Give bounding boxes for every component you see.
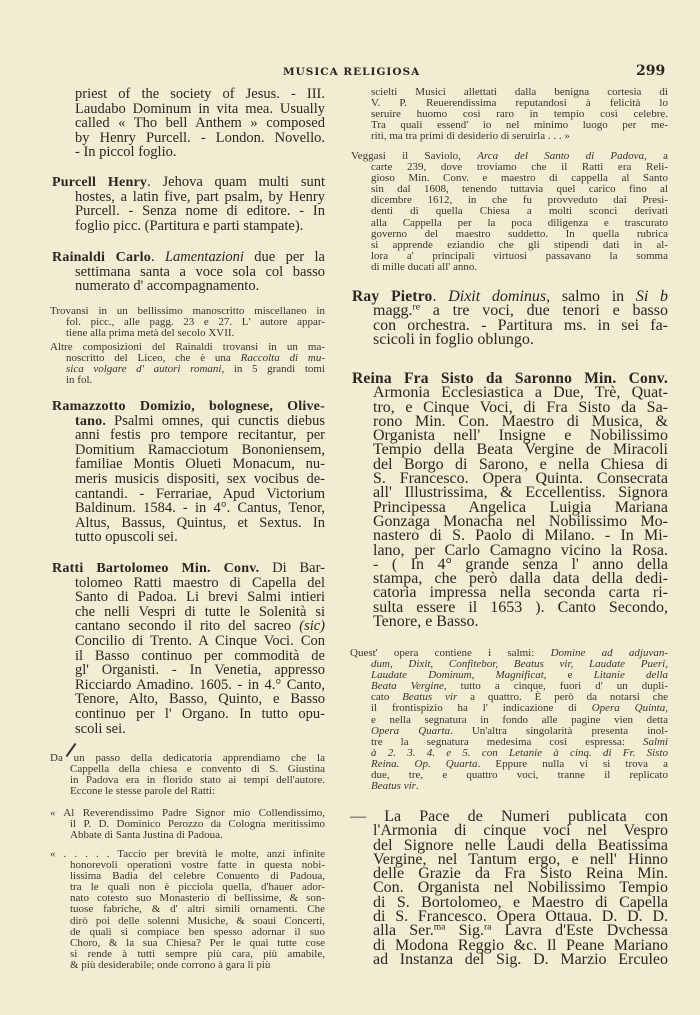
text-line: honorevoli operationi vostre fatte in questa nobi- <box>70 859 325 872</box>
entry-la-pace-de-numeri <box>350 810 668 967</box>
text-line: si rende à tutti sempre più cara, più amabile, <box>70 947 325 960</box>
text-line: foglio picc. (Partitura e parti stampate). <box>75 217 304 234</box>
italic-title: Dixit dominus, <box>448 288 551 305</box>
text-line: governo del maestro suddetto. In quella rubrica <box>371 227 668 240</box>
superscript: ma <box>433 922 446 934</box>
text-line: Eccone le stesse parole del Ratti: <box>70 785 216 798</box>
text-run: cantano secondo il rito del sacreo <box>75 618 300 635</box>
text-line <box>52 399 325 414</box>
text-line: l'Armonia di cinque voci nel Vespro <box>373 822 668 840</box>
text-run: e <box>546 669 594 682</box>
text-line: riti, ma tra primi di desiderio di seruirla . . . » <box>371 130 570 143</box>
text-run: a tre voci, due tenori e basso <box>420 302 668 320</box>
text-run: . <box>415 780 419 793</box>
text-line: il Basso continuo per commodità de <box>75 647 325 664</box>
text-run: Psalmi omnes, qui cunctis diebus <box>106 412 325 429</box>
italic-title: Laudate Dominum, Magnificat, <box>371 669 547 682</box>
text-line: Tra quali essend' io nel minimo luogo per me- <box>371 119 668 132</box>
italic-title: Arca del Santo di Padova <box>477 150 645 162</box>
italic-title: Si b <box>635 288 669 305</box>
text-line: scielti Musici allettati dalla benigna cortesia di <box>371 86 668 98</box>
text-line: gioso Min. Conv. e maestro di cappella al Santo <box>371 172 668 185</box>
text-line: sulta essere il 1653 ). Canto Secondo, <box>373 598 668 616</box>
italic-title: Domine ad adjuvan- <box>550 647 668 659</box>
text-run: . <box>432 288 449 305</box>
text-line: Vergine, nel Tantum ergo, e nell' Hinno <box>373 850 668 868</box>
entry-ramazzotto-domizio <box>52 399 325 545</box>
text-line: Baldinum. 1584. - in 4°. Cantus, Tenor, <box>75 500 325 517</box>
text-line: anni festis pro tempore recitantur, per <box>75 427 325 444</box>
text-line: Tenore, e Basso. <box>373 613 479 631</box>
text-line: tra le quali non è picciola quella, d'hauer ador- <box>70 881 325 894</box>
text-line: hostes, a latin five, part psalm, by Henry <box>75 188 325 205</box>
italic-title: Beata Vergine <box>371 680 444 693</box>
superscript: re <box>412 302 420 314</box>
text-run: il frontispizio ha l' indicazione di <box>371 702 592 715</box>
text-line: familiae Montis Olueti Monacum, nu- <box>75 456 325 473</box>
italic-title: sica volgare d' autori romani <box>66 363 222 376</box>
text-line: che nelli Vespri di tutte le Solenità si <box>75 603 325 620</box>
text-line <box>350 703 668 714</box>
text-line: Altus, Bassus, Quintus, et Sextus. In <box>75 514 325 531</box>
quote-dedication-address <box>50 808 325 841</box>
entry-rainaldi-carlo <box>52 250 325 294</box>
text-run: . Eppure nulla vi si trova a <box>477 757 668 770</box>
text-line: meris musicis dispositi, sex vocibus de- <box>75 470 325 487</box>
note-rainaldi-liceo <box>50 342 325 386</box>
italic-title: Lamentazioni <box>164 249 244 265</box>
note-reina-contents <box>350 648 668 792</box>
text-line: Cappella della chiesa e convento di S. Giustina <box>70 763 325 776</box>
entry-continuation-purcell <box>75 87 325 160</box>
text-line: di mille ducati all' anno. <box>371 260 478 273</box>
text-run: noscritto del Liceo, che è una <box>66 352 241 365</box>
text-run: , tutto a cinque, fuori d' un dupli- <box>443 680 668 693</box>
text-line: il P. D. Dominico Perozzo da Cologna meritissimo <box>70 818 325 831</box>
text-line: settimana santa a voce sola col basso <box>75 263 325 280</box>
text-line: Abbate di Santa Justina di Padoua. <box>70 829 223 842</box>
text-line: scoli sei. <box>75 720 126 737</box>
text-line: nastero di S. Paolo di Milano. - In Mi- <box>373 527 668 545</box>
note-rainaldi-manuscript <box>50 306 325 339</box>
text-line <box>52 414 325 429</box>
text-line: lora a' principali virtuosi passavano la somma <box>371 249 668 262</box>
entry-heading: tano. <box>75 412 107 429</box>
text-line: by Henry Purcell. - London. Novello. <box>75 129 325 146</box>
entry-heading: Reina Fra Sisto da Saronno Min. Conv. <box>352 370 668 387</box>
text-line: continuo per l' Organo. In tutto opu- <box>75 705 325 722</box>
text-line: Armonia Ecclesiastica a Due, Trè, Quat- <box>373 384 668 402</box>
text-run: . Un'altra singolarità presenta inol- <box>450 724 668 737</box>
text-line: — La Pace de Numeri publicata con <box>350 808 668 825</box>
text-run: Veggasi il Saviolo, <box>351 150 478 162</box>
text-line: due, tre, e quattro voci, tranne il replicato <box>371 769 668 782</box>
text-line: tuose fabriche, & d' altri simili ornamenti. Che <box>70 903 325 916</box>
text-line: Tenore, Alto, Basso, Quinto, e Basso <box>75 691 325 708</box>
text-line: tolomeo Ratti maestro di Capella del <box>75 574 325 591</box>
italic-title: à 2. 3. 4. e 5. con Letanie à cinq. di Fr. Sisto <box>371 746 668 759</box>
text-run: Lavra d'Este Dvchessa <box>491 922 669 940</box>
text-line <box>350 781 668 792</box>
text-line: tutto opuscoli sei. <box>75 529 178 546</box>
text-line: carte 239, dove troviamo che il Ratti era Reli- <box>371 161 668 174</box>
italic-title: Salmi <box>642 735 668 748</box>
text-line: Da un passo della dedicatoria apprendiamo che la <box>50 752 325 764</box>
italic-title: Litanie della <box>593 669 668 682</box>
text-line: - ( In 4° grande senza l' anno della <box>373 555 668 573</box>
text-line: Gonzaga Monacha nel Nobilissimo Mo- <box>373 512 668 530</box>
text-line: « Al Reverendissimo Padre Signor mio Collendissimo, <box>50 807 325 819</box>
text-line: delle Grazie da Fra Sisto Reina Min. <box>373 865 668 883</box>
text-line: priest of the society of Jesus. - III. <box>75 86 325 102</box>
text-line: Tempio della Beata Vergine de Miracoli <box>373 441 668 459</box>
text-line: cantandi. - Ferrariae, Apud Victorium <box>75 485 325 502</box>
text-run: Quest' opera contiene i salmi: <box>350 647 551 659</box>
text-line: catoria impressa nella seconda carta ri- <box>373 584 668 602</box>
text-run: salmo in <box>550 288 636 305</box>
italic-title: Beatus vir <box>371 780 416 793</box>
text-line: Purcell. - Senza nome di editore. - In <box>75 203 325 220</box>
italic-title: dum, Dixit, Confitebor, Beatus vir, Laudate Pueri, <box>371 658 668 671</box>
text-run: tre la segnatura medesima così espressa: <box>371 735 643 748</box>
text-line: & più desiderabile; onde corrono à gara li più <box>70 958 271 971</box>
text-line: Choro, & la sua Chiesa? Per le quai tutte cose <box>70 936 325 949</box>
text-line: dirò poi delle solenni Musiche, & soaui Concerti, <box>70 914 325 927</box>
text-line: scicoli in foglio oblungo. <box>373 330 534 348</box>
italic-title: Raccolta di mu- <box>240 352 325 365</box>
text-line: in Padova era in florido stato ai tempi dell'autore. <box>70 774 325 787</box>
text-line: di S. Bortolomeo, e Maestro di Capella <box>373 893 668 911</box>
text-run: due per la <box>243 249 325 265</box>
text-line: stampa, che però dalla data della dedi- <box>373 570 668 588</box>
text-run: Sig. <box>445 922 484 940</box>
italic-title: Beatus vir <box>402 691 458 704</box>
text-run: cato <box>371 691 403 704</box>
italic-title: Reina. Op. Quarta <box>371 757 478 770</box>
text-line: di S. Francesco. Opera Ottaua. D. D. D. <box>373 908 668 926</box>
entry-reina-fra-sisto <box>352 372 668 629</box>
text-line: gl' Organisti. - In Venetia, appresso <box>75 662 325 679</box>
entry-heading: Ratti Bartolomeo Min. Conv. <box>52 560 260 576</box>
text-run: , in 5 grandi tomi <box>221 363 326 376</box>
text-line: S. Francesco. Opera Quinta. Consecrata <box>373 470 668 488</box>
text-line: Laudabo Dominum in vita mea. Usually <box>75 100 325 117</box>
text-run: Di Bar- <box>259 560 325 576</box>
text-line: tiene alla prima metà del secolo XVII. <box>66 327 235 340</box>
text-line: Ricciardo Amadino. 1605. - in 4.° Canto, <box>75 676 325 693</box>
text-line: denti di quella Chiesa a molti sconci derivati <box>371 205 668 218</box>
text-line: Principessa Angelica Luigia Mariana <box>373 498 668 516</box>
text-line <box>52 175 325 190</box>
text-line: « . . . . . Taccio per brevità le molte, anzi infinite <box>50 848 325 860</box>
text-line: Con. Organista nel Nobilissimo Tempio <box>373 879 668 897</box>
quote-dedication-body <box>50 849 325 971</box>
text-line: de quali si compiace ben spesso adornar il suo <box>70 925 325 938</box>
text-line: di Modona Reggio &c. Il Peane Mariano <box>373 936 668 954</box>
text-line: V. P. Reuerendissima reputandosi à felicità lo <box>371 97 668 110</box>
text-line: all' Illustrissima, & Eccellentiss. Signora <box>373 484 668 502</box>
text-line <box>52 619 325 634</box>
text-line: del Borgo di Sarono, e nella Chiesa di <box>373 455 668 473</box>
text-line: Organista nell' Insigne e Nobilissimo <box>373 427 668 445</box>
entry-heading: Purcell Henry <box>52 174 148 190</box>
text-line: in fol. <box>66 374 93 387</box>
text-line: alla Cappella per la poca diligenza e trascurato <box>371 216 668 229</box>
page-number: 299 <box>636 63 666 79</box>
text-line: ad Instanza del Sig. D. Marzio Erculeo <box>373 950 668 968</box>
note-saviolo <box>351 151 668 273</box>
text-line: con orchestra. - Partitura ms. in sei fa- <box>373 316 668 334</box>
text-line: nato cotesto suo Monasterio di bellissime, & son- <box>70 892 325 905</box>
text-line: Altre composizioni del Rainaldi trovansi in un ma- <box>50 341 325 353</box>
entry-ratti-bartolomeo <box>52 561 325 736</box>
text-run: . <box>150 249 165 265</box>
text-run: a quattro. È però da notarsi che <box>457 691 668 704</box>
text-line: tro, e Cinque Voci, di Fra Sisto da Sa- <box>373 398 668 416</box>
entry-ray-pietro <box>352 290 668 347</box>
text-line: lissima Badia del celebre Conuento di Padoua, <box>70 870 325 883</box>
entry-heading: Rainaldi Carlo <box>52 249 151 265</box>
superscript: ra <box>483 922 492 934</box>
running-header: MUSICA RELIGIOSA <box>283 66 421 78</box>
text-line: Concilio di Trento. A Cinque Voci. Con <box>75 632 325 649</box>
text-line: numerato d' accompagnamento. <box>75 278 260 295</box>
entry-heading: Ray Pietro <box>352 288 433 305</box>
text-line: Santo di Padoa. Li brevi Salmi intieri <box>75 589 325 606</box>
text-line <box>52 250 325 265</box>
text-line: dicembre 1612, in che fu provveduto dai Presi- <box>371 194 668 207</box>
text-line: rono Min. Con. Maestro di Musica, & <box>373 412 668 430</box>
text-line: - In piccol foglio. <box>75 144 177 161</box>
text-run: alla Ser. <box>373 922 434 940</box>
text-line: lano, per Carlo Camagno vicino la Rosa. <box>373 541 668 559</box>
text-line: e nella segnatura in fondo alle pagine vien detta <box>371 713 668 726</box>
italic-title: Opera Quinta <box>591 702 666 715</box>
text-line <box>52 561 325 576</box>
text-line: sin dal 1608, tenendo tuttavia quel carico fino al <box>371 183 668 196</box>
text-run: , <box>665 702 668 715</box>
entry-heading: Ramazzotto Domizio, bolognese, Olive- <box>52 398 325 414</box>
italic-title: Opera Quarta <box>371 724 450 737</box>
text-run: . Jehova quam multi sunt <box>147 174 326 190</box>
text-line: fol. picc., alle pagg. 23 e 27. L' autore appar- <box>66 316 325 329</box>
text-line: seruire huomo così raro in tempio così celebre. <box>371 108 668 121</box>
text-line: called « Tho bell Anthem » composed <box>75 115 325 132</box>
text-run: magg. <box>373 302 413 320</box>
text-line: si apprende eziandio che gli stipendi dati in al- <box>371 238 668 251</box>
text-line: Domitium Ramacciotum Bononiensem, <box>75 441 325 458</box>
note-ratti-dedication <box>50 753 325 797</box>
text-run: , a <box>644 150 668 162</box>
quote-dedication-continuation <box>371 87 668 142</box>
text-line: del Signore nelle Laudi della Beatissima <box>373 836 668 854</box>
text-line: Trovansi in un bellissimo manoscritto miscellaneo in <box>50 305 325 317</box>
entry-purcell-henry <box>52 175 325 233</box>
italic-title: (sic) <box>299 618 325 635</box>
